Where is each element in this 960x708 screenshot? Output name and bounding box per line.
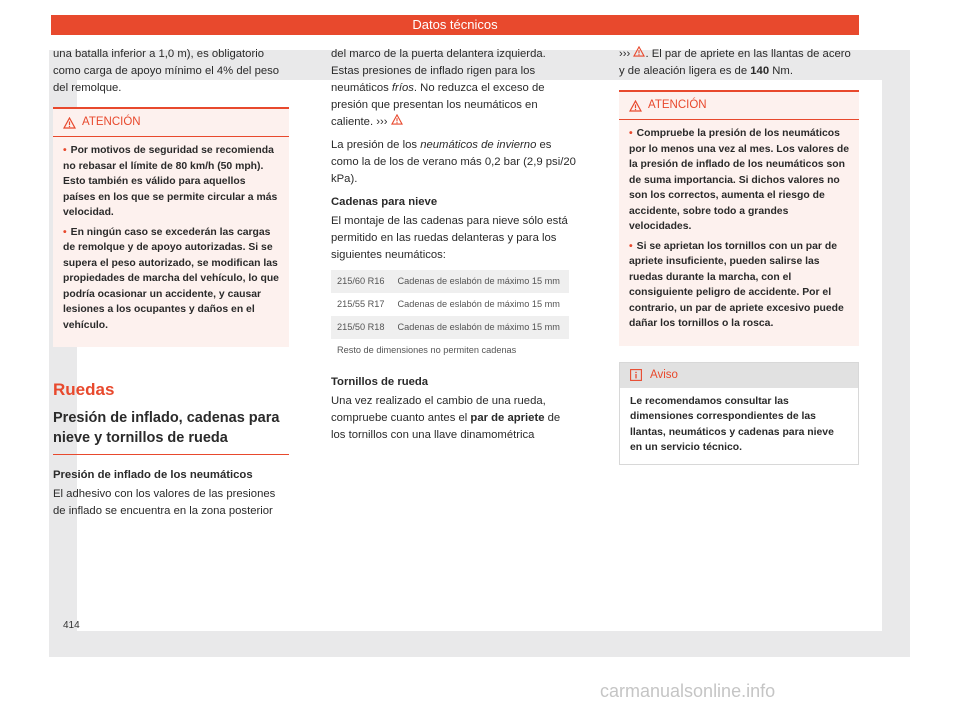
info-icon	[630, 369, 642, 381]
column-3	[619, 46, 859, 465]
notice-box	[619, 362, 859, 465]
warning-icon	[63, 117, 76, 129]
pressure-cont-paragraph: del marco de la puerta delantera izquierda. Estas presiones de inflado rigen para los neumáticos fríos. No reduzca el exceso de presión que presentan los neumáticos en caliente. ›››	[331, 48, 546, 128]
notice-header	[620, 363, 858, 388]
warning-icon	[633, 46, 645, 57]
notice-title: Aviso	[650, 368, 678, 381]
warning-body	[53, 137, 289, 347]
warning-icon	[391, 114, 403, 125]
warning-header	[53, 109, 289, 137]
section-title: Ruedas	[53, 380, 115, 399]
bullet-icon: •	[629, 240, 633, 252]
page-header: Datos técnicos	[51, 15, 859, 35]
winter-tires-paragraph: La presión de los neumáticos de invierno es como la de los de verano más 0,2 bar (2,9 psi/20 kPa).	[331, 139, 576, 185]
page-number: 414	[63, 620, 80, 631]
pressure-heading: Presión de inflado de los neumáticos	[53, 469, 253, 481]
column-1	[53, 46, 289, 526]
bullet-icon: •	[63, 226, 67, 238]
warning-item: • Si se aprietan los tornillos con un par de apriete insuficiente, pueden salirse las ruedas durante la marcha, con el consiguiente peligro de accidente. Por el contrario, un par de apriete excesivo puede dañar los tornillos o la rosca.	[629, 240, 844, 329]
warning-item: • Por motivos de seguridad se recomienda no rebasar el límite de 80 km/h (50 mph). Esto también es válido para aquellos países en los que se permite circular a más velocidad.	[63, 145, 278, 218]
warning-box	[53, 107, 289, 347]
warning-item: • Compruebe la presión de los neumáticos por lo menos una vez al mes. Los valores de la presión de inflado de los neumáticos son de suma importancia. Si dichos valores no son los correctos, aumenta el riesgo de accidente, sobre todo a grandes velocidades.	[629, 128, 850, 232]
bolts-paragraph: Una vez realizado el cambio de una rueda, compruebe cuanto antes el par de apriete de los tornillos con una llave dinamométrica	[331, 395, 561, 441]
chains-paragraph: El montaje de las cadenas para nieve sólo está permitido en las ruedas delanteras y para los siguientes neumáticos:	[331, 215, 568, 261]
table-row: 215/55 R17 Cadenas de eslabón de máximo 15 mm	[331, 293, 569, 316]
chains-heading: Cadenas para nieve	[331, 196, 438, 208]
table-row: 215/60 R16 Cadenas de eslabón de máximo 15 mm	[331, 270, 569, 293]
warning-title: ATENCIÓN	[82, 116, 141, 128]
bullet-icon: •	[63, 145, 67, 156]
intro-paragraph: una batalla inferior a 1,0 m), es obligatorio como carga de apoyo mínimo el 4% del peso del remolque.	[53, 48, 280, 94]
warning-title: ATENCIÓN	[648, 99, 707, 111]
pressure-paragraph: El adhesivo con los valores de las presiones de inflado se encuentra en la zona posterior	[53, 488, 276, 517]
bullet-icon: •	[629, 128, 633, 139]
column-2	[331, 46, 577, 450]
warning-item: • En ningún caso se excederán las cargas de remolque y de apoyo autorizadas. Si se supera el peso autorizado, se modifican las propiedades de marcha del vehículo, lo que podría ocasionar un accidente, y causar lesiones a los ocupantes y daños en el vehículo.	[63, 226, 279, 331]
table-row: Resto de dimensiones no permiten cadenas	[331, 339, 569, 362]
tire-chain-table	[331, 270, 569, 362]
warning-header	[619, 92, 859, 120]
watermark: carmanualsonline.info	[600, 681, 776, 701]
notice-body: Le recomendamos consultar las dimensiones correspondientes de las llantas, neumáticos y cadenas para nieve en un servicio técnico.	[630, 395, 834, 453]
torque-paragraph: ››› . El par de apriete en las llantas de acero y de aleación ligera es de 140 Nm.	[619, 48, 851, 77]
table-row: 215/50 R18 Cadenas de eslabón de máximo 15 mm	[331, 316, 569, 339]
warning-box	[619, 90, 859, 346]
warning-body	[619, 120, 859, 346]
bolts-heading: Tornillos de rueda	[331, 376, 429, 388]
warning-icon	[629, 100, 642, 112]
subsection-title: Presión de inflado, cadenas para nieve y tornillos de rueda	[53, 408, 289, 455]
